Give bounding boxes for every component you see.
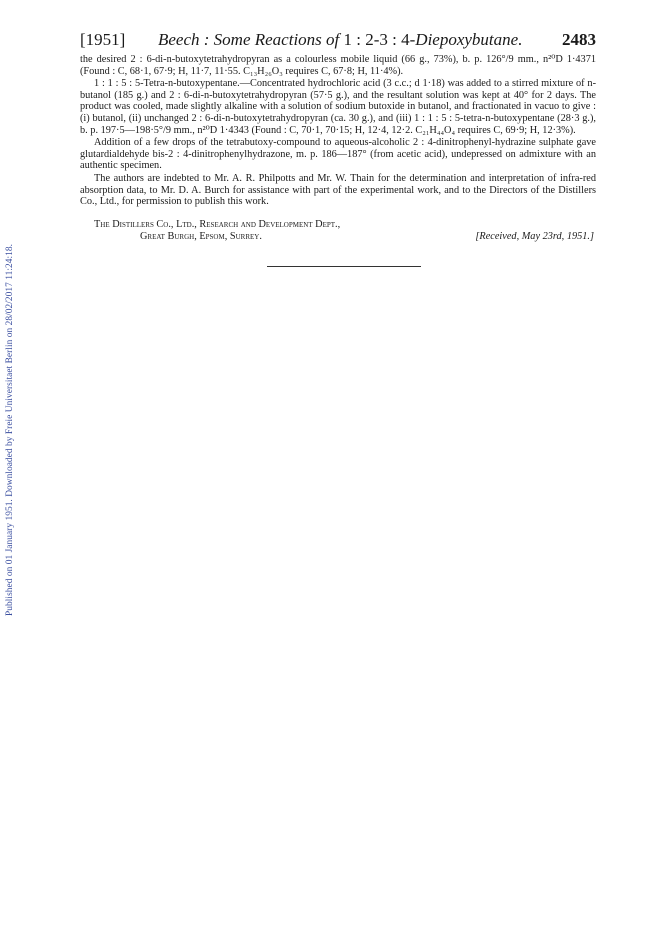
journal-page [80,30,596,267]
end-rule [267,266,421,267]
paragraph: 1 : 1 : 5 : 5-Tetra-n-butoxypentane.—Concentrated hydrochloric acid (3 c.c.; d 1·18) was added to a stirred mixture of n-butanol (185 g.) and 2 : 6-di-n-butoxytetrahydropyran (57·5 g.), and the resultant solution was kept at 40° for 2 days. The product was cooled, made slightly alkaline with a solution of sodium butoxide in butanol, and fractionated in vacuo to give : (i) butanol, (ii) unchanged 2 : 6-di-n-butoxytetrahydropyran (ca. 30 g.), and (iii) 1 : 1 : 5 : 5-tetra-n-butoxypentane (28·3 g.), b. p. 197·5—198·5°/9 mm., n²⁰D 1·4343 (Found : C, 70·1, 70·15; H, 12·4, 12·2. C₂₁H₄₄O₄ requires C, 69·9; H, 12·3%). [80,78,596,136]
paragraph: the desired 2 : 6-di-n-butoxytetrahydropyran as a colourless mobile liquid (66 g., 73%), b. p. 126°/9 mm., n²⁰D 1·4371 (Found : C, 68·1, 67·9; H, 11·7, 11·55. C₁₃H₂₆O₃ requires C, 67·8; H, 11·4%). [80,54,596,77]
header-title-prefix: Beech : Some Reactions of [158,30,344,49]
header-title [150,30,546,50]
paragraph: Addition of a few drops of the tetrabutoxy-compound to aqueous-alcoholic 2 : 4-dinitrophenyl-hydrazine sulphate gave glutardialdehyde bis-2 : 4-dinitrophenylhydrazone, m. p. 186—187° (from acetic acid), undepressed on admixture with an authentic specimen. [80,137,596,172]
affiliation-block [80,219,596,243]
page-number: 2483 [562,30,596,49]
article-body [80,54,596,208]
affiliation-line-2: Great Burgh, Epsom, Surrey. [140,230,262,242]
header-title-suffix: Diepoxybutane. [415,30,523,49]
download-watermark-text: Published on 01 January 1951. Downloaded by Freie Universitaet Berlin on 28/02/2017 11:24:18. [5,244,15,616]
download-watermark [2,150,18,710]
received-date: [Received, May 23rd, 1951.] [475,230,594,242]
header-title-numbers: 1 : 2-3 : 4- [343,30,416,49]
acknowledgement-paragraph: The authors are indebted to Mr. A. R. Philpotts and Mr. W. Thain for the determination and interpretation of infra-red absorption data, to Mr. D. A. Burch for assistance with part of the experimental work, and to the Directors of the Distillers Co., Ltd., for permission to publish this work. [80,172,596,208]
affiliation-line-1: The Distillers Co., Ltd., Research and Development Dept., [94,218,341,230]
header-year: [1951] [80,30,126,49]
running-header [80,30,596,52]
